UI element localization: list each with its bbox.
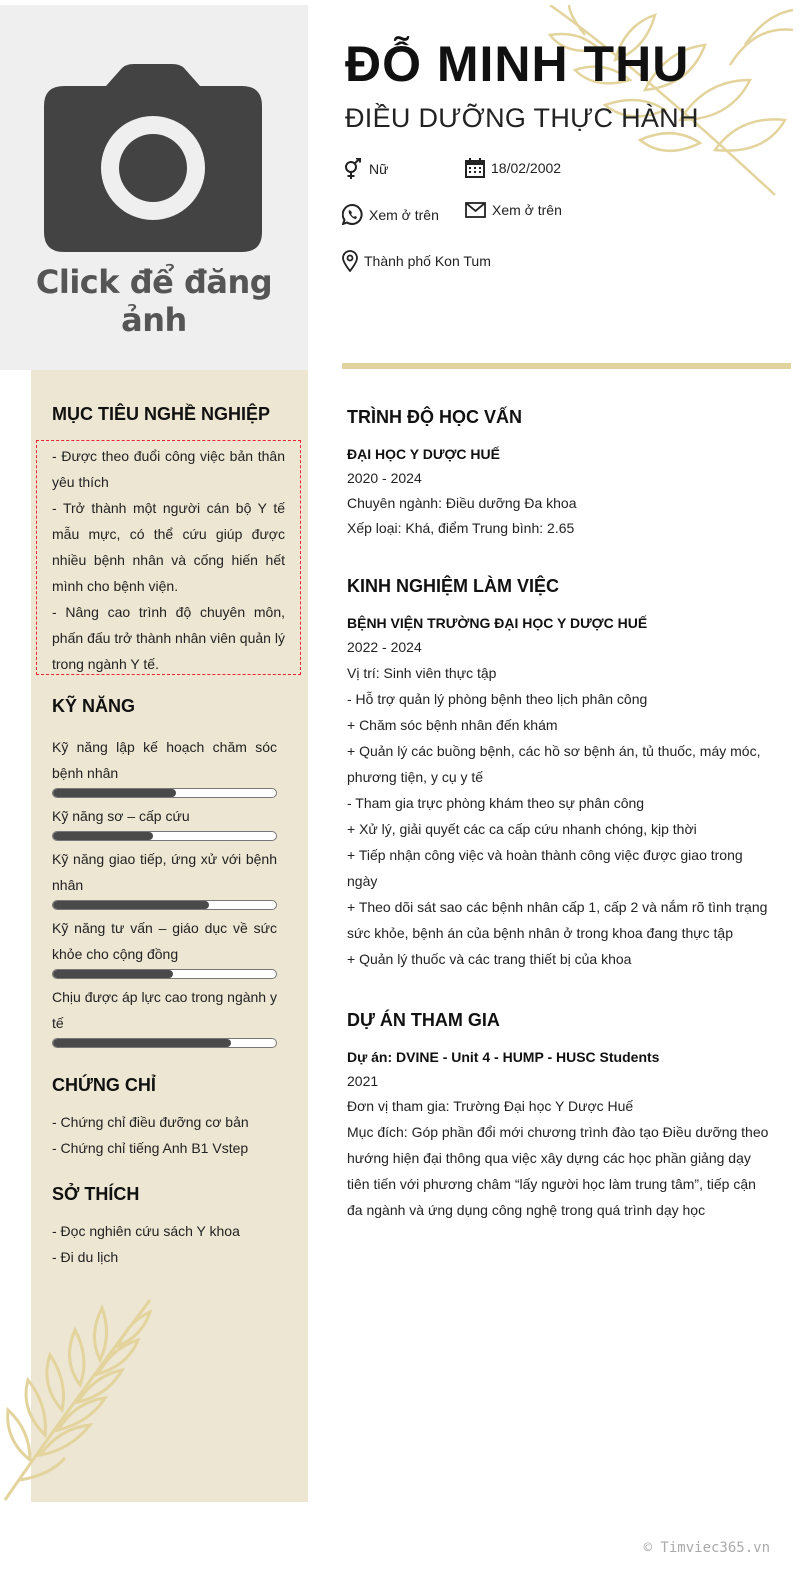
- objective-title: MỤC TIÊU NGHỀ NGHIỆP: [52, 404, 271, 424]
- photo-upload-label: Click để đăng ảnh: [35, 263, 273, 339]
- skill-bar-fill: [53, 789, 176, 797]
- birthday-value: 18/02/2002: [491, 160, 562, 176]
- skill-bar-fill: [53, 1039, 231, 1047]
- job-title: ĐIỀU DƯỠNG THỰC HÀNH: [345, 103, 699, 133]
- education-school: ĐẠI HỌC Y DƯỢC HUẾ: [347, 446, 500, 462]
- project-unit: Đơn vị tham gia: Trường Đại học Y Dược Huế: [347, 1098, 634, 1114]
- location-pin-icon: [342, 250, 358, 272]
- gender-value: Nữ: [369, 161, 389, 177]
- skill-item: [52, 915, 277, 979]
- certificate-item: - Chứng chỉ điều đưỡng cơ bản: [52, 1114, 249, 1130]
- experience-line: - Tham gia trực phòng khám theo sự phân công: [347, 795, 645, 811]
- skills-title: KỸ NĂNG: [52, 696, 136, 716]
- education-period: 2020 - 2024: [347, 470, 422, 486]
- experience-section: [347, 576, 772, 972]
- education-major: Chuyên ngành: Điều dưỡng Đa khoa: [347, 495, 577, 511]
- skill-item: [52, 984, 277, 1048]
- calendar-icon: [465, 158, 485, 178]
- education-grade: Xếp loại: Khá, điểm Trung bình: 2.65: [347, 520, 575, 536]
- address-value: Thành phố Kon Tum: [364, 253, 491, 269]
- experience-line: + Xử lý, giải quyết các ca cấp cứu nhanh chóng, kịp thời: [347, 821, 697, 837]
- experience-line: Vị trí: Sinh viên thực tập: [347, 665, 497, 681]
- experience-company: BỆNH VIỆN TRƯỜNG ĐẠI HỌC Y DƯỢC HUẾ: [347, 615, 648, 631]
- experience-line: + Quản lý thuốc và các trang thiết bị của khoa: [347, 951, 632, 967]
- hobbies-list: [52, 1218, 292, 1270]
- skill-name: Kỹ năng giao tiếp, ứng xử với bệnh nhân: [52, 851, 277, 893]
- objective-item: - Trở thành một người cán bộ Y tế mẫu mực, có thể cứu giúp được nhiều bệnh nhân và cống hiến hết mình cho bệnh viện.: [52, 500, 285, 594]
- phone-value: Xem ở trên: [369, 206, 439, 223]
- skill-bar-fill: [53, 901, 209, 909]
- email-icon: [465, 202, 486, 218]
- certificates-list: [52, 1109, 292, 1161]
- gender-icon: [343, 158, 363, 180]
- education-title: TRÌNH ĐỘ HỌC VẤN: [347, 407, 522, 427]
- skill-bar: [52, 1038, 277, 1048]
- objective-item: - Được theo đuổi công việc bản thân yêu thích: [52, 448, 285, 490]
- project-name: Dự án: DVINE - Unit 4 - HUMP - HUSC Students: [347, 1049, 660, 1065]
- skill-item: [52, 803, 277, 841]
- certificate-item: - Chứng chỉ tiếng Anh B1 Vstep: [52, 1140, 249, 1156]
- experience-line: + Tiếp nhận công việc và hoàn thành công việc được giao trong ngày: [347, 847, 743, 889]
- email-info: [465, 202, 562, 218]
- experience-line: + Quản lý các buồng bệnh, các hồ sơ bệnh án, tủ thuốc, máy móc, phương tiện, y cụ y tế: [347, 743, 761, 785]
- phone-info: [342, 204, 439, 225]
- skill-item: [52, 846, 277, 910]
- address-info: [342, 250, 491, 272]
- projects-section: [347, 1010, 772, 1223]
- skill-bar: [52, 969, 277, 979]
- skill-item: [52, 734, 277, 798]
- experience-period: 2022 - 2024: [347, 639, 422, 655]
- camera-icon: [44, 64, 262, 254]
- projects-title: DỰ ÁN THAM GIA: [347, 1010, 500, 1030]
- birthday-info: [465, 158, 561, 178]
- certificates-title: CHỨNG CHỈ: [52, 1075, 156, 1095]
- header-divider: [342, 363, 791, 369]
- project-year: 2021: [347, 1073, 379, 1089]
- education-section: [347, 407, 772, 541]
- experience-title: KINH NGHIỆM LÀM VIỆC: [347, 576, 560, 596]
- skill-name: Kỹ năng lập kế hoạch chăm sóc bệnh nhân: [52, 739, 277, 781]
- hobby-item: - Đọc nghiên cứu sách Y khoa: [52, 1223, 240, 1239]
- whatsapp-phone-icon: [342, 204, 363, 225]
- skill-name: Chịu được áp lực cao trong ngành y tế: [52, 989, 277, 1031]
- objective-item: - Nâng cao trình độ chuyên môn, phấn đấu trở thành nhân viên quản lý trong ngành Y tế.: [52, 604, 285, 672]
- hobbies-title: SỞ THÍCH: [52, 1184, 140, 1204]
- footer-watermark: © Timviec365.vn: [643, 1540, 770, 1556]
- skill-bar: [52, 831, 277, 841]
- skill-bar: [52, 788, 277, 798]
- skill-name: Kỹ năng sơ – cấp cứu: [52, 808, 190, 824]
- experience-line: + Chăm sóc bệnh nhân đến khám: [347, 717, 558, 733]
- experience-line: - Hỗ trợ quản lý phòng bệnh theo lịch phân công: [347, 691, 648, 707]
- candidate-name: ĐỖ MINH THU: [345, 36, 690, 92]
- photo-upload[interactable]: [0, 5, 308, 370]
- leaf-decoration-icon: [0, 1290, 160, 1505]
- skill-bar: [52, 900, 277, 910]
- objective-box[interactable]: [36, 440, 301, 675]
- experience-line: + Theo dõi sát sao các bệnh nhân cấp 1, cấp 2 và nắm rõ tình trạng sức khỏe, bệnh án của bệnh nhân ở trong khoa đang thực tập: [347, 899, 768, 941]
- skill-name: Kỹ năng tư vấn – giáo dục về sức khỏe cho cộng đồng: [52, 920, 277, 962]
- skill-bar-fill: [53, 970, 173, 978]
- gender-info: [343, 158, 388, 180]
- skill-bar-fill: [53, 832, 153, 840]
- email-value: Xem ở trên: [492, 202, 562, 218]
- hobby-item: - Đi du lịch: [52, 1249, 119, 1265]
- project-purpose: Mục đích: Góp phần đổi mới chương trình đào tạo Điều dưỡng theo hướng hiện đại thông qua việc xây dựng các học phần giảng dạy tiên tiến với phương châm “lấy người học làm trung tâm”, tiếp cận đa ngành và ứng dụng công nghệ trong quá trình dạy học: [347, 1124, 769, 1218]
